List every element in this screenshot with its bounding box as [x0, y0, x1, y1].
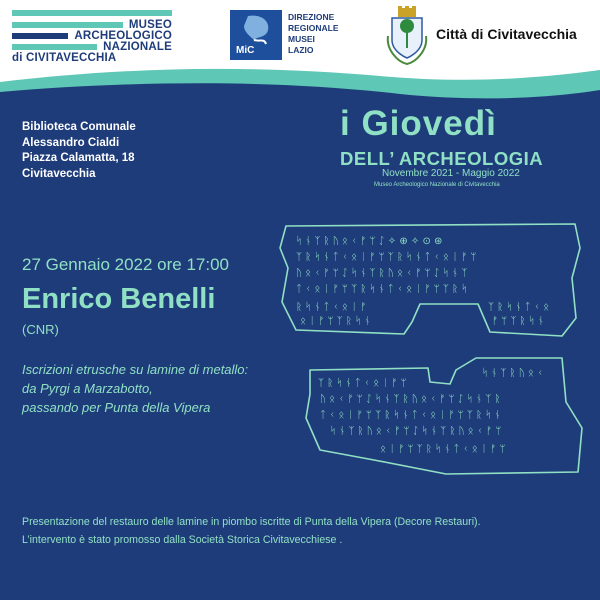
talk-title — [22, 360, 292, 417]
svg-text:ᛉ ᚱ ᛋ ᚾ ᛏ ᚲ ᛟ: ᛉ ᚱ ᛋ ᚾ ᛏ ᚲ ᛟ — [488, 302, 550, 313]
series-museum: Museo Archeologico Nazionale di Civitavecchia — [374, 182, 500, 188]
inscribed-lamina-illustration — [270, 218, 590, 488]
mic-label: MiC — [236, 45, 255, 56]
svg-text:ᚢ ᛟ ᚲ ᚠ ᛘ ᛇ ᛋ ᚾ ᛉ ᚱ ᚢ ᛟ ᚲ ᚠ ᛘ: ᚢ ᛟ ᚲ ᚠ ᛘ ᛇ ᛋ ᚾ ᛉ ᚱ ᚢ ᛟ ᚲ ᚠ ᛘ ᛇ ᛋ ᚾ ᛉ ᚱ — [320, 394, 501, 405]
footer-note — [22, 513, 481, 549]
svg-text:ᚱ ᛋ ᚾ ᛏ ᚲ ᛟ ᛁ ᚠ: ᚱ ᛋ ᚾ ᛏ ᚲ ᛟ ᛁ ᚠ — [296, 302, 367, 313]
direzione-line: MUSEI — [288, 34, 315, 44]
series-title: i Giovedì — [340, 104, 497, 143]
venue-line: Alessandro Cialdi — [22, 136, 120, 149]
talk-line: da Pyrgi a Marzabotto, — [22, 381, 153, 396]
svg-text:ᚢ ᛟ ᚲ ᚠ ᛘ ᛇ ᛋ ᚾ ᛉ ᚱ ᚢ ᛟ ᚲ ᚠ ᛘ: ᚢ ᛟ ᚲ ᚠ ᛘ ᛇ ᛋ ᚾ ᛉ ᚱ ᚢ ᛟ ᚲ ᚠ ᛘ ᛇ ᛋ ᚾ ᛉ — [296, 268, 468, 279]
svg-text:ᛏ ᚲ ᛟ ᛁ ᚠ ᛘ ᛉ ᚱ ᛋ ᚾ ᛏ ᚲ ᛟ ᛁ ᚠ: ᛏ ᚲ ᛟ ᛁ ᚠ ᛘ ᛉ ᚱ ᛋ ᚾ ᛏ ᚲ ᛟ ᛁ ᚠ ᛘ ᛉ ᚱ ᛋ — [296, 284, 468, 295]
logo-top-bar — [12, 10, 172, 16]
series-period: Novembre 2021 - Maggio 2022 — [382, 168, 520, 179]
museo-line-1: MUSEO — [128, 18, 172, 31]
venue-address — [22, 120, 136, 182]
speaker-affiliation: (CNR) — [22, 322, 59, 337]
museo-logo — [12, 10, 172, 63]
museo-line-3: NAZIONALE — [103, 40, 172, 53]
svg-text:ᛋ ᚾ ᛉ ᚱ ᚢ ᛟ ᚲ ᚠ ᛘ ᛇ ᛋ ᚾ ᛉ ᚱ ᚢ: ᛋ ᚾ ᛉ ᚱ ᚢ ᛟ ᚲ ᚠ ᛘ ᛇ ᛋ ᚾ ᛉ ᚱ ᚢ ᛟ ᚲ ᚠ ᛘ — [330, 426, 502, 437]
museo-line-4: di CIVITAVECCHIA — [12, 51, 117, 64]
series-subtitle: DELL’ ARCHEOLOGIA — [340, 148, 544, 169]
direzione-logo-text — [288, 12, 339, 56]
footer-line: L’intervento è stato promosso dalla Società Storica Civitavecchiese . — [22, 534, 343, 546]
logo-stripe — [12, 44, 97, 50]
svg-text:ᚠ ᛘ ᛉ ᚱ ᛋ ᚾ: ᚠ ᛘ ᛉ ᚱ ᛋ ᚾ — [492, 316, 544, 327]
direzione-line: DIREZIONE — [288, 12, 335, 22]
svg-text:ᛟ ᛁ ᚠ ᛘ ᛉ ᚱ ᛋ ᚾ ᛏ ᚲ ᛟ ᛁ ᚠ ᛘ: ᛟ ᛁ ᚠ ᛘ ᛉ ᚱ ᛋ ᚾ ᛏ ᚲ ᛟ ᛁ ᚠ ᛘ — [380, 444, 506, 455]
mic-logo — [230, 10, 282, 60]
svg-text:ᛏ ᚲ ᛟ ᛁ ᚠ ᛘ ᛉ ᚱ ᛋ ᚾ ᛏ ᚲ ᛟ ᛁ ᚠ: ᛏ ᚲ ᛟ ᛁ ᚠ ᛘ ᛉ ᚱ ᛋ ᚾ ᛏ ᚲ ᛟ ᛁ ᚠ ᛘ ᛉ ᚱ ᛋ ᚾ — [320, 410, 501, 421]
svg-text:ᛋ ᚾ ᛉ ᚱ ᚢ ᛟ ᚲ: ᛋ ᚾ ᛉ ᚱ ᚢ ᛟ ᚲ — [482, 368, 544, 379]
svg-text:ᛟ ᛁ ᚠ ᛘ ᛉ ᚱ ᛋ ᚾ: ᛟ ᛁ ᚠ ᛘ ᛉ ᚱ ᛋ ᚾ — [300, 316, 371, 327]
civitavecchia-crest-icon — [384, 6, 430, 68]
etruscan-glyphs — [296, 235, 549, 455]
talk-line: passando per Punta della Vipera — [22, 400, 211, 415]
direzione-line: LAZIO — [288, 45, 314, 55]
logo-stripe — [12, 33, 68, 39]
venue-line: Piazza Calamatta, 18 — [22, 152, 135, 164]
svg-text:ᛋ ᚾ ᛉ ᚱ ᚢ ᛟ ᚲ ᚠ ᛘ ᛇ ✧ ⊕ ✧ ⊙ ⊛: ᛋ ᚾ ᛉ ᚱ ᚢ ᛟ ᚲ ᚠ ᛘ ᛇ ✧ ⊕ ✧ ⊙ ⊛ — [296, 236, 443, 247]
venue-line: Biblioteca Comunale — [22, 121, 136, 133]
footer-line: Presentazione del restauro delle lamine in piombo iscritte di Punta della Vipera (Decore Restauri). — [22, 516, 481, 528]
citta-label: Città di Civitavecchia — [436, 26, 577, 42]
svg-text:ᛉ ᚱ ᛋ ᚾ ᛏ ᚲ ᛟ ᛁ ᚠ ᛘ ᛉ ᚱ ᛋ ᚾ ᛏ: ᛉ ᚱ ᛋ ᚾ ᛏ ᚲ ᛟ ᛁ ᚠ ᛘ ᛉ ᚱ ᛋ ᚾ ᛏ ᚲ ᛟ ᛁ ᚠ ᛘ — [296, 252, 477, 263]
svg-text:ᛉ ᚱ ᛋ ᚾ ᛏ ᚲ ᛟ ᛁ ᚠ ᛘ: ᛉ ᚱ ᛋ ᚾ ᛏ ᚲ ᛟ ᛁ ᚠ ᛘ — [318, 378, 407, 389]
speaker-name: Enrico Benelli — [22, 283, 216, 315]
direzione-line: REGIONALE — [288, 23, 339, 33]
event-date: 27 Gennaio 2022 ore 17:00 — [22, 255, 230, 274]
talk-line: Iscrizioni etrusche su lamine di metallo: — [22, 362, 249, 377]
venue-line: Civitavecchia — [22, 167, 96, 180]
logo-stripe — [12, 22, 123, 28]
museo-line-2: ARCHEOLOGICO — [74, 29, 172, 42]
